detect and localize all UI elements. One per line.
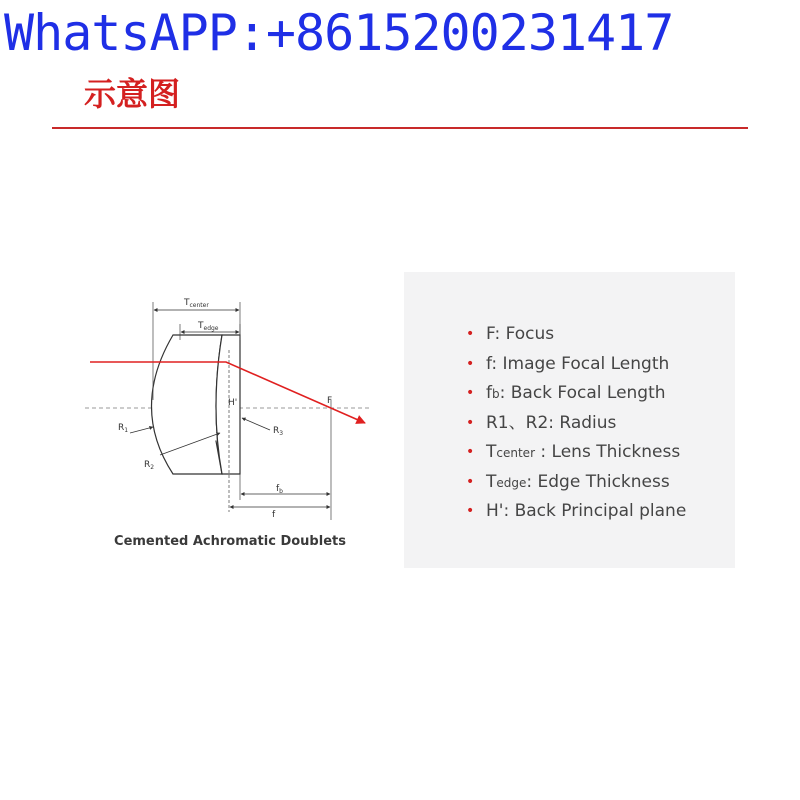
r1-leader bbox=[130, 427, 153, 433]
bullet-icon: • bbox=[466, 473, 475, 490]
legend-item: • f: Image Focal Length bbox=[466, 350, 686, 380]
diagram-caption: Cemented Achromatic Doublets bbox=[114, 534, 346, 549]
r2-label: $R_2$ bbox=[144, 460, 155, 471]
h-prime-label: H' bbox=[228, 398, 238, 408]
bullet-icon: • bbox=[466, 355, 475, 372]
title-divider bbox=[52, 127, 748, 129]
bullet-icon: • bbox=[466, 385, 475, 401]
legend-item: • fb: Back Focal Length bbox=[466, 379, 686, 409]
fb-label: $f_b$ bbox=[276, 484, 283, 495]
section-title: 示意图 bbox=[84, 75, 181, 113]
legend-panel bbox=[404, 272, 735, 568]
doublet-diagram bbox=[80, 290, 380, 530]
r3-label: $R_3$ bbox=[273, 426, 284, 437]
bullet-icon: • bbox=[466, 503, 475, 519]
lens-element-1 bbox=[152, 335, 223, 474]
bullet-icon: • bbox=[466, 326, 475, 342]
r1-label: $R_1$ bbox=[118, 423, 129, 434]
r3-leader bbox=[242, 418, 270, 430]
t-center-label: $T_{center}$ bbox=[184, 298, 209, 309]
whatsapp-contact: WhatsAPP:+8615200231417 bbox=[4, 4, 674, 62]
legend-item: • R1、R2: Radius bbox=[466, 409, 686, 439]
bullet-icon: • bbox=[466, 444, 475, 460]
f-label: f bbox=[272, 510, 276, 520]
legend-item: • H': Back Principal plane bbox=[466, 497, 686, 527]
t-edge-label: $T_{edge}$ bbox=[198, 321, 219, 332]
focus-label: F bbox=[327, 396, 333, 406]
legend-list bbox=[466, 320, 686, 527]
bullet-icon: • bbox=[466, 414, 475, 431]
legend-item: • Tedge: Edge Thickness bbox=[466, 468, 686, 498]
legend-item: • Tcenter : Lens Thickness bbox=[466, 438, 686, 468]
legend-item: • F: Focus bbox=[466, 320, 686, 350]
